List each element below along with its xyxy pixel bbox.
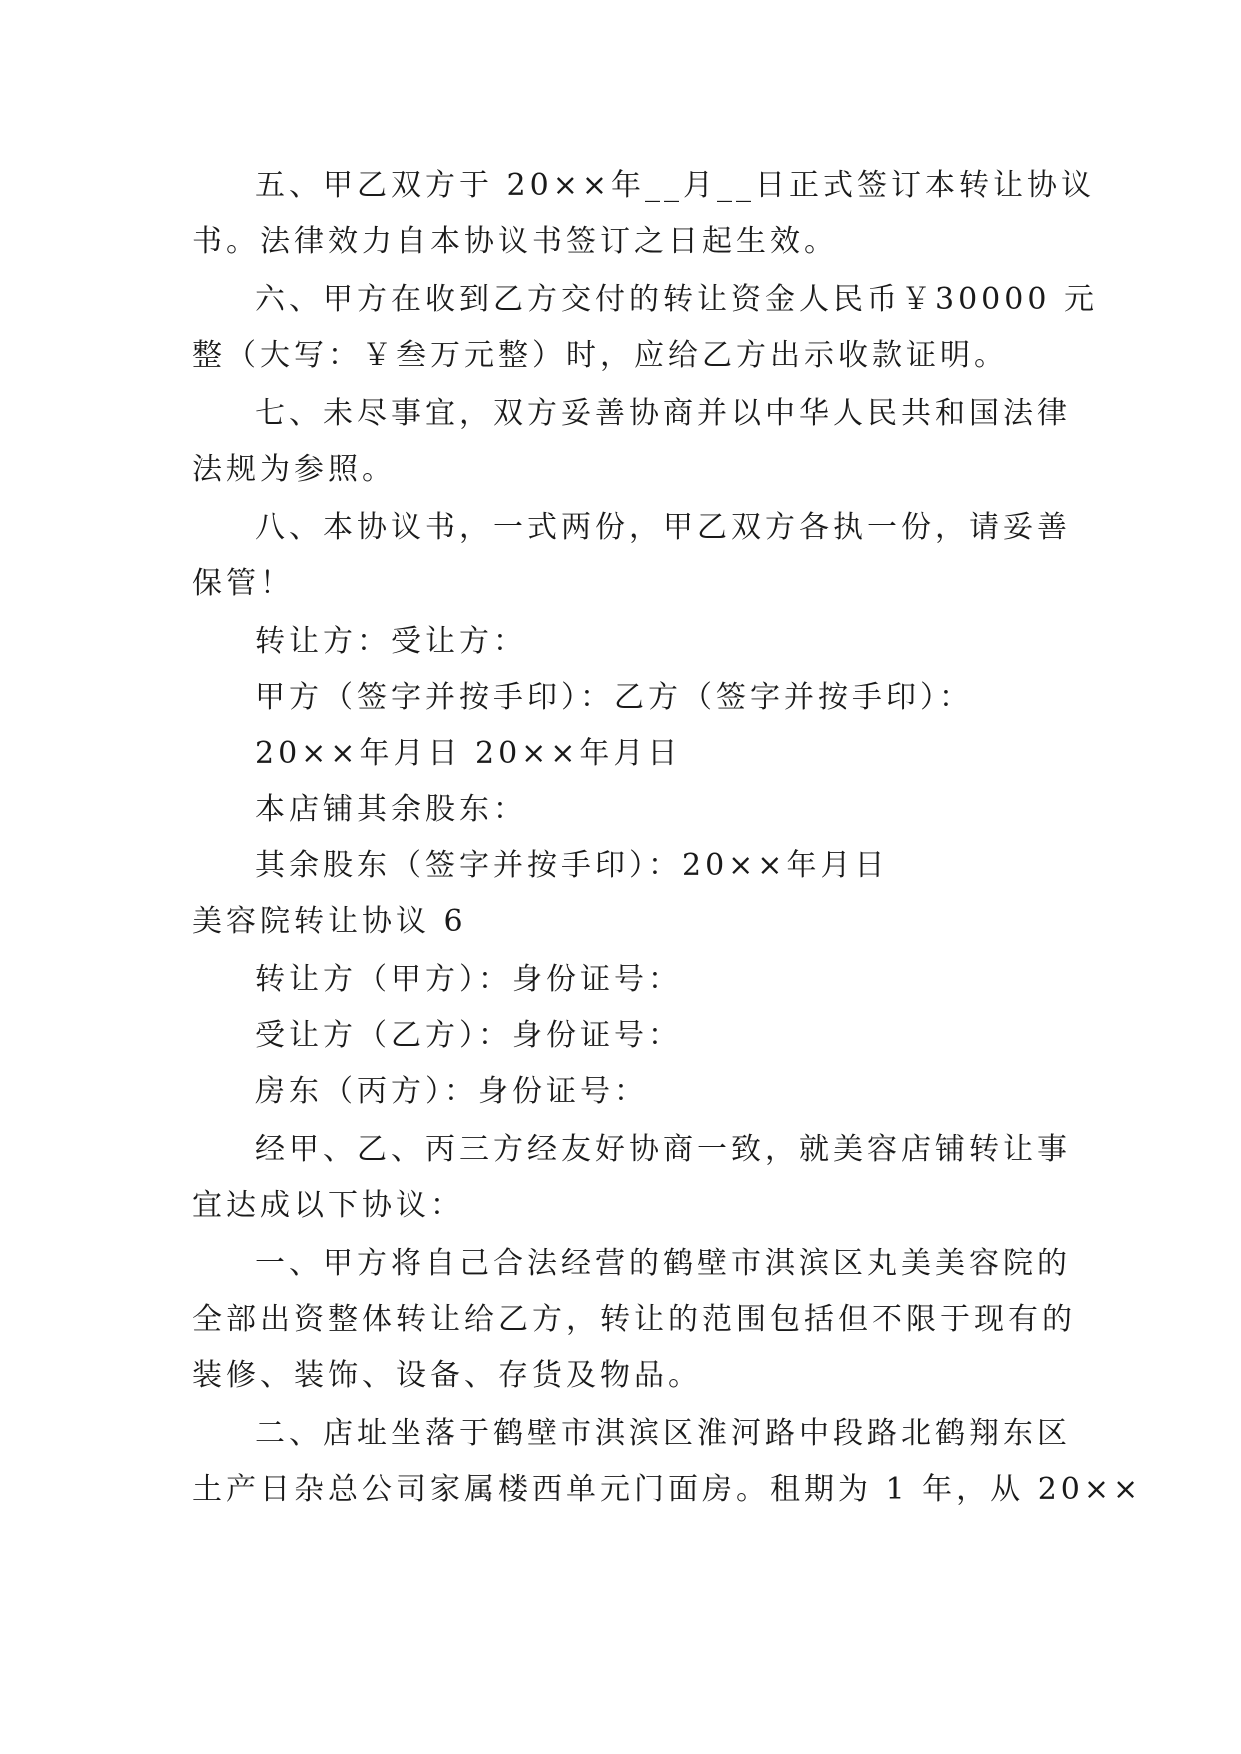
agreement-title: 美容院转让协议 6 — [192, 904, 467, 939]
intro-line-1: 经甲、乙、丙三方经友好协商一致，就美容店铺转让事 — [255, 1132, 1071, 1167]
paragraph-5-line-2: 书。法律效力自本协议书签订之日起生效。 — [192, 224, 838, 259]
signature-line: 甲方（签字并按手印）：乙方（签字并按手印）： — [255, 680, 973, 715]
paragraph-5-line-1: 五、甲乙双方于 20××年__月__日正式签订本转让协议 — [255, 168, 1095, 203]
landlord-line: 房东（丙方）：身份证号： — [255, 1074, 648, 1109]
transferor-line: 转让方（甲方）：身份证号： — [255, 962, 682, 997]
paragraph-6-line-1: 六、甲方在收到乙方交付的转让资金人民币￥30000 元 — [255, 282, 1098, 317]
signature-date-line: 20××年月日 20××年月日 — [255, 736, 682, 771]
signature-parties-line: 转让方：受让方： — [255, 624, 527, 659]
clause-1-line-3: 装修、装饰、设备、存货及物品。 — [192, 1358, 702, 1393]
intro-line-2: 宜达成以下协议： — [192, 1188, 464, 1223]
transferee-line: 受让方（乙方）：身份证号： — [255, 1018, 682, 1053]
paragraph-7-line-2: 法规为参照。 — [192, 452, 396, 487]
clause-1-line-2: 全部出资整体转让给乙方，转让的范围包括但不限于现有的 — [192, 1302, 1076, 1337]
paragraph-8-line-1: 八、本协议书，一式两份，甲乙双方各执一份，请妥善 — [255, 510, 1071, 545]
paragraph-6-line-2: 整（大写：￥叁万元整）时，应给乙方出示收款证明。 — [192, 338, 1008, 373]
shareholders-line: 本店铺其余股东： — [255, 792, 527, 827]
clause-2-line-1: 二、店址坐落于鹤壁市淇滨区淮河路中段路北鹤翔东区 — [255, 1416, 1071, 1451]
paragraph-7-line-1: 七、未尽事宜，双方妥善协商并以中华人民共和国法律 — [255, 396, 1071, 431]
clause-2-line-2: 土产日杂总公司家属楼西单元门面房。租期为 1 年，从 20×× — [192, 1472, 1143, 1507]
paragraph-8-line-2: 保管！ — [192, 566, 294, 601]
shareholders-signature-line: 其余股东（签字并按手印）：20××年月日 — [255, 848, 889, 883]
clause-1-line-1: 一、甲方将自己合法经营的鹤壁市淇滨区丸美美容院的 — [255, 1246, 1071, 1281]
